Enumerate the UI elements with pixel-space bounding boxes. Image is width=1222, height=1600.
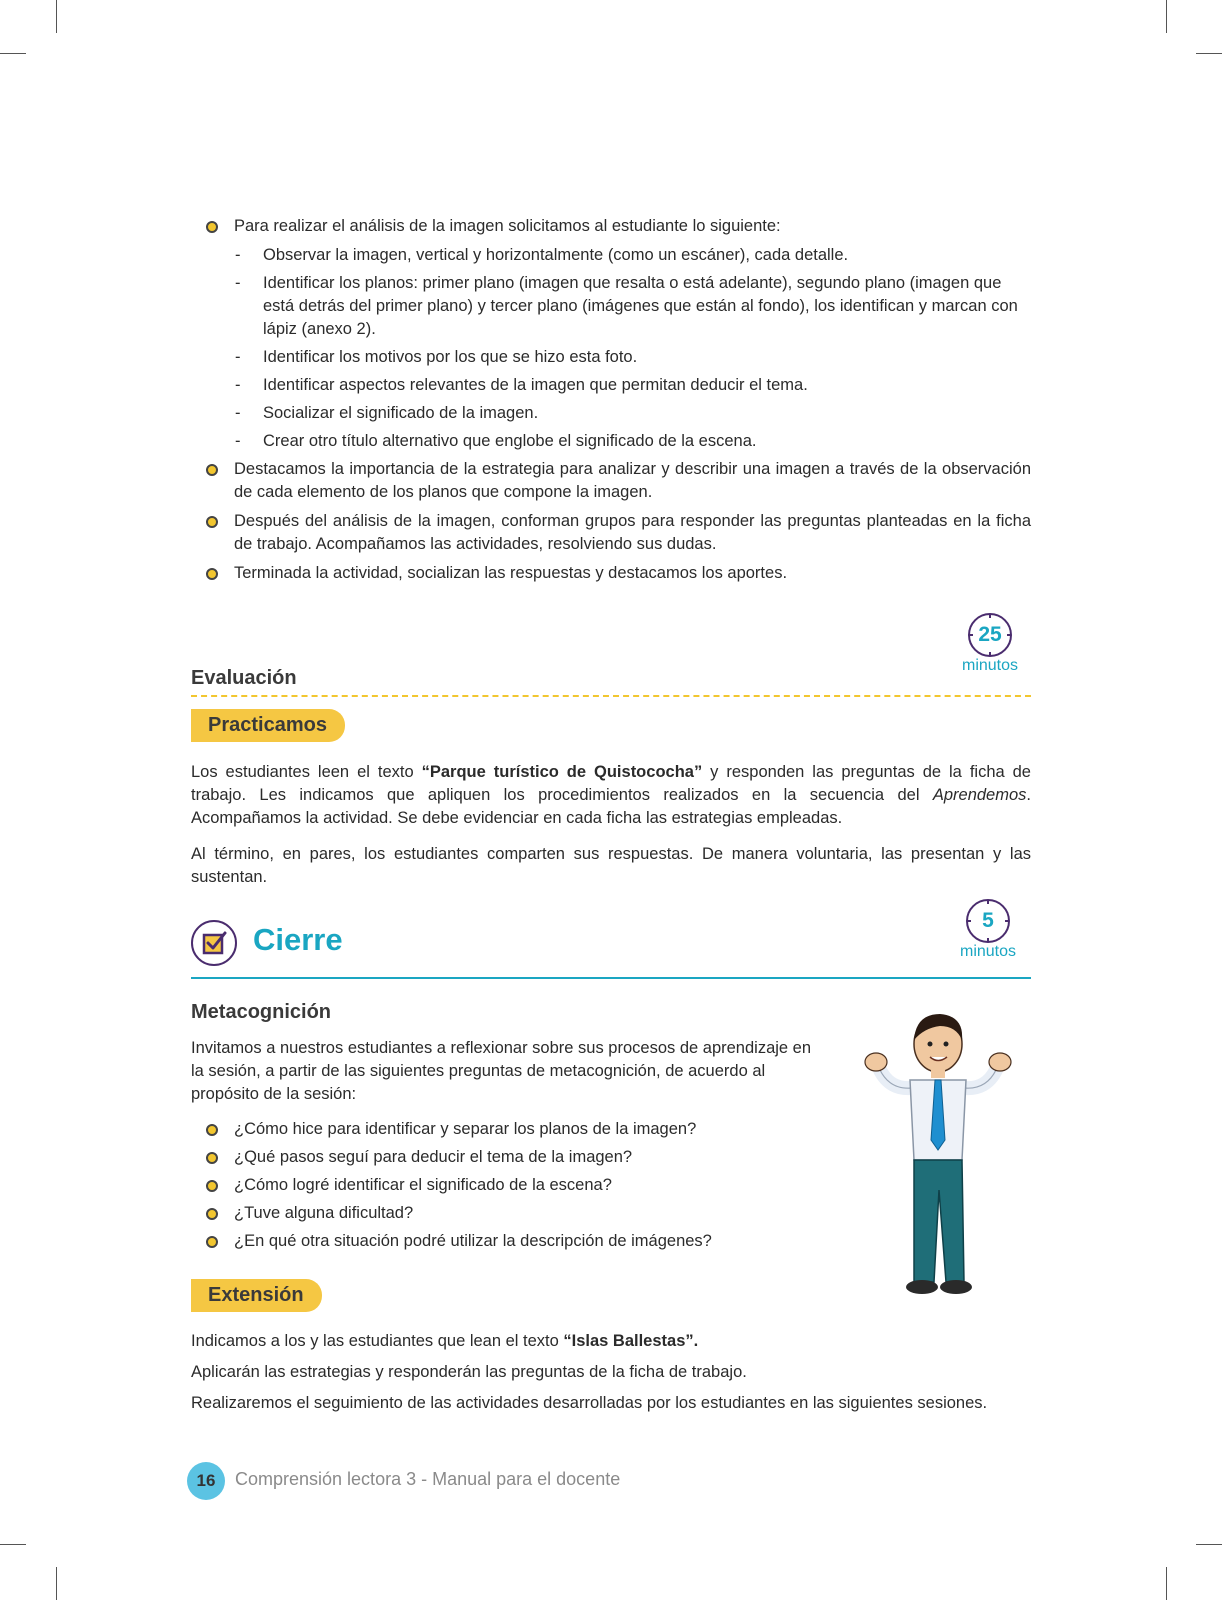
list-item: Después del análisis de la imagen, conforman grupos para responder las preguntas planteadas en la ficha de trabajo. Acompañamos las actividades, resolviendo sus dudas. xyxy=(191,510,1031,556)
crop-mark xyxy=(1166,0,1167,33)
extension-line-3: Realizaremos el seguimiento de las actividades desarrolladas por los estudiantes en las siguientes sesiones. xyxy=(191,1394,988,1412)
list-item: ¿En qué otra situación podré utilizar la descripción de imágenes? xyxy=(191,1230,831,1253)
list-item: ¿Cómo logré identificar el significado de la escena? xyxy=(191,1174,831,1197)
list-item: ¿Cómo hice para identificar y separar los planos de la imagen? xyxy=(191,1118,831,1141)
bullet-icon xyxy=(206,1180,218,1192)
tag-practicamos: Practicamos xyxy=(191,709,345,742)
bullet-icon xyxy=(206,516,218,528)
list-item: ¿Qué pasos seguí para deducir el tema de la imagen? xyxy=(191,1146,831,1169)
crop-mark xyxy=(56,0,57,33)
section-title-evaluacion: Evaluación xyxy=(191,667,297,689)
list-item: Terminada la actividad, socializan las respuestas y destacamos los aportes. xyxy=(191,562,1031,585)
extension-line-2: Aplicarán las estrategias y responderán las preguntas de la ficha de trabajo. xyxy=(191,1363,747,1381)
dashed-divider xyxy=(191,695,1031,697)
crop-mark xyxy=(0,1544,26,1545)
clock-icon: 5 xyxy=(966,899,1010,943)
timer-evaluacion: 25 minutos xyxy=(950,613,1030,675)
metacognicion-questions xyxy=(191,1118,831,1253)
activity-section xyxy=(191,215,1031,585)
list-item: - Socializar el significado de la imagen. xyxy=(235,404,539,422)
clock-icon: 25 xyxy=(968,613,1012,657)
crop-mark xyxy=(1196,53,1222,54)
list-item: - Identificar los planos: primer plano (imagen que resalta o está adelante), segundo plano (imagen que está detrás del primer plano) y tercer plano (imágenes que están al fondo), los identifican y marcan con lápiz (anexo 2). xyxy=(235,274,1018,338)
list-item: - Crear otro título alternativo que englobe el significado de la escena. xyxy=(235,432,757,450)
book-title: Comprensión lectora 3 - Manual para el docente xyxy=(235,1469,621,1489)
crop-mark xyxy=(56,1567,57,1600)
evaluacion-paragraph-2: Al término, en pares, los estudiantes comparten sus respuestas. De manera voluntaria, las presentan y las sustentan. xyxy=(191,845,1031,886)
crop-mark xyxy=(0,53,26,54)
list-item: Destacamos la importancia de la estrategia para analizar y describir una imagen a través de la observación de cada elemento de los planos que compone la imagen. xyxy=(191,458,1031,504)
bullet-icon xyxy=(206,568,218,580)
bullet-list xyxy=(191,215,1031,238)
timer-cierre: 5 minutos xyxy=(948,899,1028,961)
crop-mark xyxy=(1166,1567,1167,1600)
bullet-icon xyxy=(206,1152,218,1164)
list-item: - Identificar aspectos relevantes de la imagen que permitan deducir el tema. xyxy=(235,376,808,394)
bullet-list xyxy=(191,458,1031,585)
cierre-divider xyxy=(191,977,1031,979)
bullet-icon xyxy=(206,1236,218,1248)
evaluacion-paragraph-1: Los estudiantes leen el texto “Parque turístico de Quistococha” y responden las preguntas de la ficha de trabajo. Les indicamos que apliquen los procedimientos realizados en la secuencia del Aprendemos. Acompañamos la actividad. Se debe evidenciar en cada ficha las estrategias empleadas. xyxy=(191,763,1031,827)
tag-extension: Extensión xyxy=(191,1279,322,1312)
list-item: - Observar la imagen, vertical y horizontalmente (como un escáner), cada detalle. xyxy=(235,246,849,264)
bullet-icon xyxy=(206,1208,218,1220)
metacognicion-intro: Invitamos a nuestros estudiantes a reflexionar sobre sus procesos de aprendizaje en la sesión, a partir de las siguientes preguntas de metacognición, de acuerdo al propósito de la sesión: xyxy=(191,1039,812,1103)
section-title-cierre: Cierre xyxy=(253,922,343,957)
bullet-icon xyxy=(206,1124,218,1136)
extension-line-1: Indicamos a los y las estudiantes que lean el texto “Islas Ballestas”. xyxy=(191,1332,699,1350)
list-item: Para realizar el análisis de la imagen solicitamos al estudiante lo siguiente: xyxy=(191,215,1031,238)
bullet-icon xyxy=(206,464,218,476)
crop-mark xyxy=(1196,1544,1222,1545)
section-title-metacognicion: Metacognición xyxy=(191,1001,332,1023)
list-item: - Identificar los motivos por los que se hizo esta foto. xyxy=(235,348,638,366)
checkbox-badge-icon xyxy=(191,920,237,966)
teacher-illustration xyxy=(850,1010,1030,1320)
sub-item-list xyxy=(191,244,1031,453)
page-number: 16 xyxy=(187,1462,225,1500)
bullet-icon xyxy=(206,221,218,233)
list-item: ¿Tuve alguna dificultad? xyxy=(191,1202,831,1225)
